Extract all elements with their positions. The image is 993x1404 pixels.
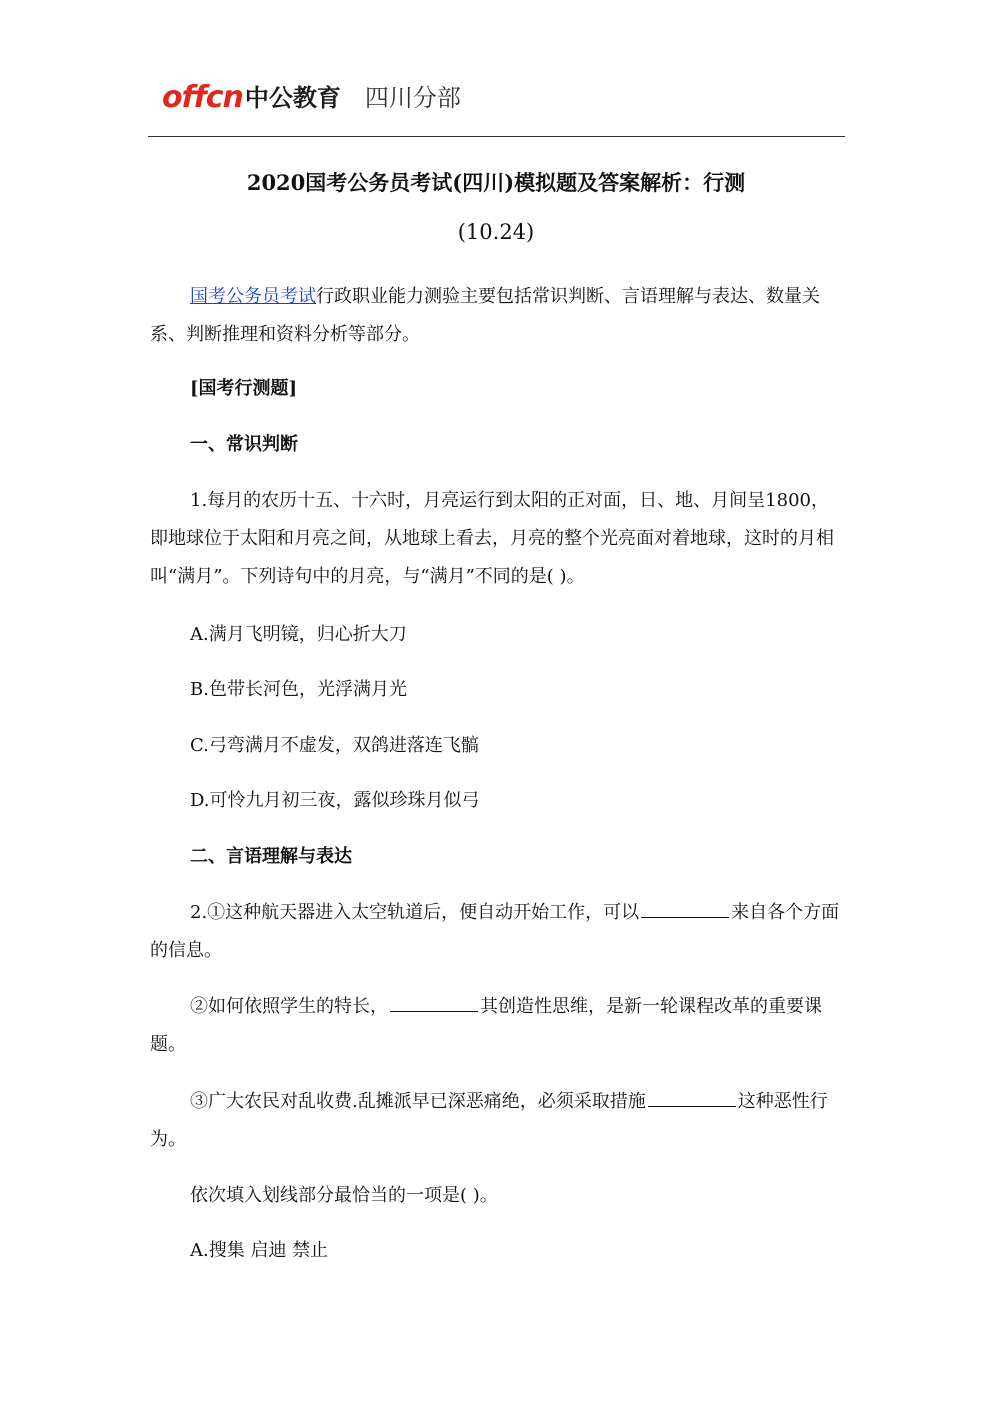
logo-chinese-name: 中公教育 bbox=[244, 84, 341, 112]
question-2-prompt: 依次填入划线部分最恰当的一项是( )。 bbox=[190, 1185, 498, 1206]
header-logo bbox=[162, 78, 461, 118]
intro-link[interactable]: 国考公务员考试 bbox=[190, 286, 316, 307]
section-tag: [国考行测题] bbox=[190, 378, 298, 399]
section-heading-2: 二、言语理解与表达 bbox=[190, 846, 352, 867]
question-1: 1.每月的农历十五、十六时，月亮运行到太阳的正对面，日、地、月间呈1800，即地球位于太阳和月亮之间，从地球上看去，月亮的整个光亮面对着地球，这时的月相叫“满月”。下列诗句中的月亮，与“满月”不同的是( )。 bbox=[150, 490, 834, 587]
intro-paragraph bbox=[150, 278, 842, 354]
branch-name: 四川分部 bbox=[364, 84, 461, 112]
fill-blank-1 bbox=[641, 899, 729, 918]
q1-option-d: D.可怜九月初三夜，露似珍珠月似弓 bbox=[190, 790, 480, 811]
q1-option-b: B.色带长河色，光浮满月光 bbox=[190, 679, 407, 700]
q2-s3-part-b: 这种恶性行为。 bbox=[150, 1091, 828, 1150]
q2-s1-part-a: 2.①这种航天器进入太空轨道后，便自动开始工作，可以 bbox=[190, 902, 640, 923]
document-date: (10.24) bbox=[457, 220, 535, 244]
question-2-sentence-3 bbox=[150, 1083, 842, 1159]
fill-blank-3 bbox=[648, 1088, 736, 1107]
document-title: 2020国考公务员考试(四川)模拟题及答案解析：行测 bbox=[246, 170, 746, 195]
q2-option-a: A.搜集 启迪 禁止 bbox=[190, 1240, 329, 1261]
question-2-sentence-2 bbox=[150, 988, 842, 1064]
offcn-logo: offcn bbox=[162, 80, 243, 115]
q1-option-a: A.满月飞明镜，归心折大刀 bbox=[190, 624, 407, 645]
question-2-sentence-1 bbox=[150, 894, 842, 970]
q1-option-c: C.弓弯满月不虚发，双鸽进落连飞髇 bbox=[190, 735, 479, 756]
intro-text: 行政职业能力测验主要包括常识判断、言语理解与表达、数量关系、判断推理和资料分析等部分。 bbox=[150, 286, 820, 345]
q2-s2-part-a: ②如何依照学生的特长， bbox=[190, 996, 388, 1017]
section-heading-1: 一、常识判断 bbox=[190, 434, 298, 455]
header-divider bbox=[148, 136, 845, 137]
q2-s2-part-b: 其创造性思维，是新一轮课程改革的重要课题。 bbox=[150, 996, 822, 1055]
fill-blank-2 bbox=[390, 993, 478, 1012]
q2-s1-part-b: 来自各个方面的信息。 bbox=[150, 902, 840, 961]
q2-s3-part-a: ③广大农民对乱收费.乱摊派早已深恶痛绝，必须采取措施 bbox=[190, 1091, 646, 1112]
